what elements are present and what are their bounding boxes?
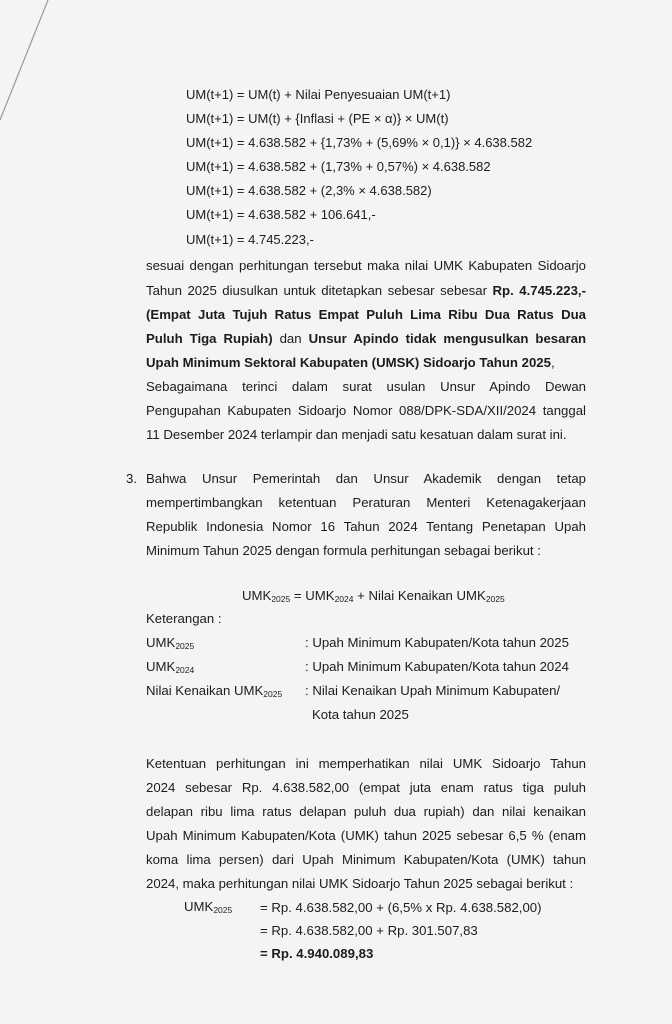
subscript: 2024 [175,665,195,675]
text-run: UMK [146,659,176,674]
keterangan-desc-2: : Upah Minimum Kabupaten/Kota tahun 2024 [305,659,569,674]
keterangan-term-1 [146,634,194,655]
text-run: UMK [242,588,272,603]
keterangan-term-3 [146,682,282,703]
subscript: 2025 [175,641,195,651]
subscript: 2025 [485,594,505,604]
paragraph2-line-3: delapan ribu lima ratus delapan puluh dua rupiah) dan nilai kenaikan [146,804,586,819]
page-crease-shadow [0,0,60,140]
paragraph1-line-7: Pengupahan Kabupaten Sidoarjo Nomor 088/DPK-SDA/XII/2024 tanggal [146,403,586,418]
paragraph1-line-2 [146,282,586,300]
text-run: Nilai Kenaikan UMK [146,683,264,698]
subscript: 2025 [271,594,291,604]
calc-row-1: = Rp. 4.638.582,00 + (6,5% x Rp. 4.638.582,00) [260,900,542,915]
item3-line-3: Republik Indonesia Nomor 16 Tahun 2024 Tentang Penetapan Upah [146,519,586,534]
calc-row-2: = Rp. 4.638.582,00 + Rp. 301.507,83 [260,923,478,938]
umk-formula [242,587,505,608]
paragraph1-line-5 [146,354,555,372]
text-run: + Nilai Kenaikan UMK [353,588,486,603]
item3-line-4: Minimum Tahun 2025 dengan formula perhitungan sebagai berikut : [146,543,541,558]
formula-line-3: UM(t+1) = 4.638.582 + {1,73% + (5,69% × 0,1)} × 4.638.582 [186,135,533,150]
formula-line-7: UM(t+1) = 4.745.223,- [186,232,314,247]
text-run: Puluh Tiga Rupiah) [146,331,273,346]
formula-line-6: UM(t+1) = 4.638.582 + 106.641,- [186,207,376,222]
keterangan-desc-3: : Nilai Kenaikan Upah Minimum Kabupaten/ [305,683,561,698]
paragraph2-line-5: koma lima persen) dari Upah Minimum Kabupaten/Kota (UMK) tahun [146,852,586,867]
formula-line-1: UM(t+1) = UM(t) + Nilai Penyesuaian UM(t+1) [186,87,451,102]
paragraph1-line-4 [146,330,586,348]
paragraph2-line-6: 2024, maka perhitungan nilai UMK Sidoarjo Tahun 2025 sebagai berikut : [146,876,574,891]
calc-label [184,898,232,919]
text-run: = UMK [290,588,335,603]
paragraph1-line-6: Sebagaimana terinci dalam surat usulan Unsur Apindo Dewan [146,379,586,394]
formula-line-5: UM(t+1) = 4.638.582 + (2,3% × 4.638.582) [186,183,432,198]
calc-row-3-result: = Rp. 4.940.089,83 [260,946,374,961]
keterangan-desc-1: : Upah Minimum Kabupaten/Kota tahun 2025 [305,635,569,650]
text-run: , [550,355,555,370]
formula-line-2: UM(t+1) = UM(t) + {Inflasi + (PE × α)} × UM(t) [186,111,449,126]
item3-line-2: mempertimbangkan ketentuan Peraturan Menteri Ketenagakerjaan [146,495,586,510]
text-run: dan [272,331,309,346]
item3-number: 3. [126,471,137,486]
paragraph1-line-1: sesuai dengan perhitungan tersebut maka nilai UMK Kabupaten Sidoarjo [146,258,586,273]
keterangan-term-2 [146,658,194,679]
text-run: Tahun 2025 diusulkan untuk ditetapkan sebesar sebesar [146,283,493,298]
subscript: 2025 [263,689,283,699]
keterangan-desc-3-cont: Kota tahun 2025 [312,707,409,722]
paragraph2-line-2: 2024 sebesar Rp. 4.638.582,00 (empat juta enam ratus tiga puluh [146,780,586,795]
text-run: Unsur Apindo tidak mengusulkan besaran [308,331,587,346]
paragraph1-line-3: (Empat Juta Tujuh Ratus Empat Puluh Lima Ribu Dua Ratus Dua [146,307,586,322]
text-run: Upah Minimum Sektoral Kabupaten (UMSK) Sidoarjo Tahun 2025 [146,355,551,370]
paragraph2-line-1: Ketentuan perhitungan ini memperhatikan nilai UMK Sidoarjo Tahun [146,756,586,771]
paragraph2-line-4: Upah Minimum Kabupaten/Kota (UMK) tahun 2025 sebesar 6,5 % (enam [146,828,586,843]
keterangan-title: Keterangan : [146,611,222,626]
umk-2025-amount: Rp. 4.745.223,- [492,283,586,298]
formula-line-4: UM(t+1) = 4.638.582 + (1,73% + 0,57%) × 4.638.582 [186,159,491,174]
subscript: 2024 [334,594,354,604]
paragraph1-line-8: 11 Desember 2024 terlampir dan menjadi satu kesatuan dalam surat ini. [146,427,567,442]
subscript: 2025 [213,905,233,915]
text-run: UMK [184,899,214,914]
item3-line-1: Bahwa Unsur Pemerintah dan Unsur Akademik dengan tetap [146,471,586,486]
text-run: UMK [146,635,176,650]
